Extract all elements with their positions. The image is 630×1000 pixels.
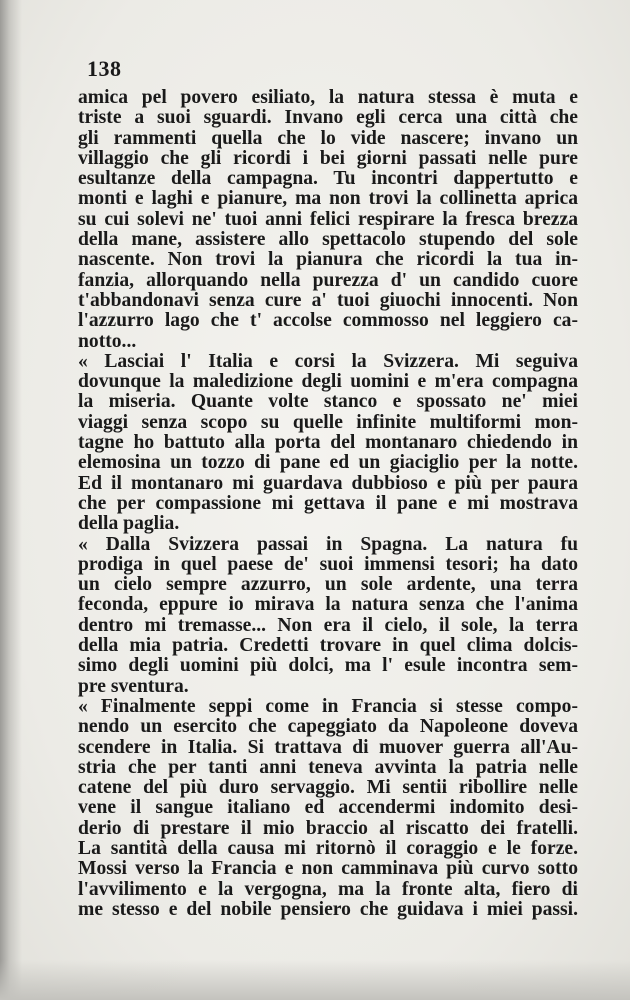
text-line: della mane, assistere allo spettacolo stupendo del sole: [78, 229, 578, 251]
text-line: scendere in Italia. Si trattava di muover guerra all'Au-: [78, 736, 578, 758]
text-line: esultanze della campagna. Tu incontri dappertutto e: [78, 168, 578, 190]
text-line: nascente. Non trovi la pianura che ricordi la tua in-: [78, 249, 578, 271]
text-line: pre sventura.: [78, 675, 189, 697]
text-line: Mossi verso la Francia e non camminava più curvo sotto: [78, 858, 578, 880]
text-line: un cielo sempre azzurro, un sole ardente, una terra: [78, 574, 578, 596]
text-line: della mia patria. Credetti trovare in quel clima dolcis-: [78, 635, 578, 657]
text-line: elemosina un tozzo di pane ed un giaciglio per la notte.: [78, 452, 578, 474]
text-line: notto...: [78, 330, 137, 352]
page-number: 138: [87, 56, 122, 81]
text-line: villaggio che gli ricordi i bei giorni passati nelle pure: [78, 147, 578, 169]
text-line: amica pel povero esiliato, la natura stessa è muta e: [78, 87, 578, 108]
text-line: triste a suoi sguardi. Invano egli cerca una città che: [78, 107, 578, 129]
text-line: su cui solevi ne' tuoi anni felici respirare la fresca brezza: [78, 208, 578, 230]
text-line: La santità della causa mi ritornò il coraggio e le forze.: [78, 837, 578, 859]
text-line: nendo un esercito che capeggiato da Napoleone doveva: [78, 716, 578, 738]
text-line: prodiga in quel paese de' suoi immensi tesori; ha dato: [78, 553, 578, 575]
text-line: viaggi senza scopo su quelle infinite multiformi mon-: [78, 411, 578, 433]
text-line: tagne ho battuto alla porta del montanaro chiedendo in: [78, 432, 578, 454]
text-line: me stesso e del nobile pensiero che guidava i miei passi.: [78, 898, 578, 920]
text-line: l'avvilimento e la vergogna, ma la fronte alta, fiero di: [78, 878, 578, 900]
text-line: che per compassione mi gettava il pane e mi mostrava: [78, 492, 578, 514]
text-line: fanzia, allorquando nella purezza d' un candido cuore: [78, 269, 578, 291]
text-line: catene del più duro servaggio. Mi sentii ribollire nelle: [78, 777, 578, 799]
body-text: [78, 88, 578, 920]
page-binding-shadow: [0, 0, 22, 1000]
text-line: Ed il montanaro mi guardava dubbioso e più per paura: [78, 472, 578, 494]
text-line: t'abbandonavi senza cure a' tuoi giuochi innocenti. Non: [78, 289, 578, 311]
page-bottom-shadow: [0, 960, 630, 1000]
text-line: « Dalla Svizzera passai in Spagna. La natura fu: [78, 533, 578, 555]
text-line: dovunque la maledizione degli uomini e m'era compagna: [78, 371, 578, 393]
text-line: simo degli uomini più dolci, ma l' esule incontra sem-: [78, 655, 578, 677]
text-line: « Lasciai l' Italia e corsi la Svizzera. Mi seguiva: [78, 350, 578, 372]
text-line: vene il sangue italiano ed accendermi indomito desi-: [78, 797, 578, 819]
text-line: l'azzurro lago che t' accolse commosso nel leggiero ca-: [78, 310, 578, 332]
text-line: stria che per tanti anni teneva avvinta la patria nelle: [78, 756, 578, 778]
text-line: dentro mi tremasse... Non era il cielo, il sole, la terra: [78, 614, 578, 636]
text-line: derio di prestare il mio braccio al riscatto dei fratelli.: [78, 817, 578, 839]
text-line: « Finalmente seppi come in Francia si stesse compo-: [78, 695, 578, 717]
text-line: monti e laghi e pianure, ma non trovi la collinetta aprica: [78, 188, 578, 210]
text-line: gli rammenti quella che lo vide nascere; invano un: [78, 127, 578, 149]
text-line: feconda, eppure io mirava la natura senza che l'anima: [78, 594, 578, 616]
text-line: la miseria. Quante volte stanco e spossato ne' miei: [78, 391, 578, 413]
text-line: della paglia.: [78, 513, 180, 535]
